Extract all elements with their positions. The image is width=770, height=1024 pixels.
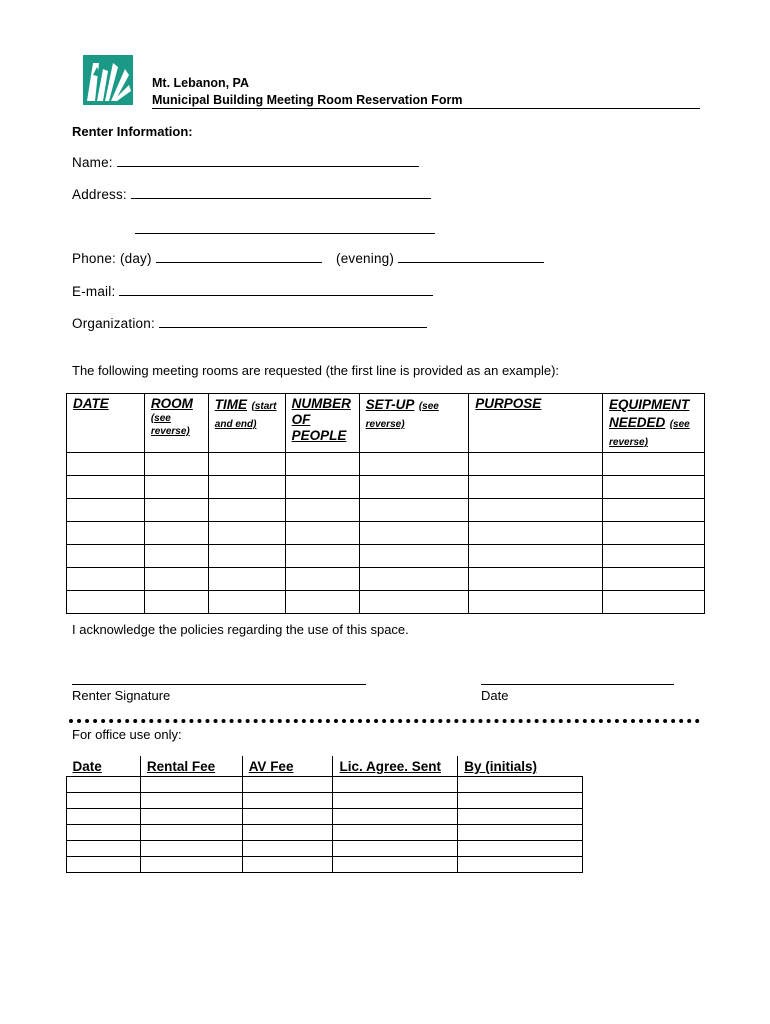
name-field-row	[72, 152, 419, 170]
office-col-initials: By (initials)	[464, 759, 537, 774]
office-col-av-fee: AV Fee	[242, 756, 333, 777]
municipality-logo	[83, 55, 133, 105]
renter-signature-label: Renter Signature	[72, 688, 171, 703]
table-row[interactable]	[67, 825, 583, 841]
address-field[interactable]	[131, 184, 431, 199]
table-row[interactable]	[67, 453, 705, 476]
phone-evening-field[interactable]	[398, 248, 544, 263]
date-signature-line[interactable]	[481, 684, 674, 685]
office-col-date: Date	[67, 756, 141, 777]
rooms-table	[66, 393, 705, 614]
name-field[interactable]	[117, 152, 419, 167]
address-label: Address:	[72, 187, 127, 202]
col-purpose: PURPOSE	[469, 394, 603, 453]
office-col-rental-fee: Rental Fee	[140, 756, 242, 777]
col-people: NUMBER OF PEOPLE	[285, 394, 359, 453]
organization-label: Organization:	[72, 316, 155, 331]
phone-evening-row	[336, 248, 544, 266]
col-setup: SET-UP (see reverse)	[359, 394, 469, 453]
table-row[interactable]	[67, 545, 705, 568]
address-field-line2[interactable]	[135, 233, 435, 234]
col-time: TIME (start and end)	[208, 394, 285, 453]
organization-field[interactable]	[159, 313, 427, 328]
table-row[interactable]	[67, 499, 705, 522]
rooms-intro: The following meeting rooms are requested (the first line is provided as an example):	[72, 363, 560, 378]
phone-day-label: Phone: (day)	[72, 251, 152, 266]
phone-day-field[interactable]	[156, 248, 322, 263]
dotted-divider	[69, 719, 700, 723]
acknowledge-text: I acknowledge the policies regarding the use of this space.	[72, 622, 409, 637]
date-label: Date	[481, 688, 509, 703]
table-row[interactable]	[67, 568, 705, 591]
address-field-row	[72, 184, 431, 202]
org-name: Mt. Lebanon, PA	[152, 76, 249, 90]
table-row[interactable]	[67, 809, 583, 825]
office-col-lic-agree: Lic. Agree. Sent	[333, 756, 458, 777]
table-row[interactable]	[67, 591, 705, 614]
email-label: E-mail:	[72, 284, 116, 299]
col-room: ROOM (see reverse)	[144, 394, 208, 453]
table-row[interactable]	[67, 777, 583, 793]
col-date: DATE	[67, 394, 145, 453]
office-header-row	[67, 756, 583, 777]
email-field-row	[72, 281, 433, 299]
organization-field-row	[72, 313, 427, 331]
table-row[interactable]	[67, 841, 583, 857]
name-label: Name:	[72, 155, 113, 170]
office-use-label: For office use only:	[72, 727, 182, 742]
office-table	[66, 756, 583, 873]
table-row[interactable]	[67, 857, 583, 873]
title-divider	[152, 108, 700, 109]
table-row[interactable]	[67, 522, 705, 545]
email-field[interactable]	[119, 281, 433, 296]
form-title: Municipal Building Meeting Room Reservation Form	[152, 93, 463, 107]
phone-field-row	[72, 248, 322, 266]
col-equipment: EQUIPMENT NEEDED (see reverse)	[603, 394, 705, 453]
renter-signature-line[interactable]	[72, 684, 366, 685]
table-row[interactable]	[67, 793, 583, 809]
table-row[interactable]	[67, 476, 705, 499]
rooms-header-row	[67, 394, 705, 453]
renter-section-label: Renter Information:	[72, 124, 193, 139]
phone-evening-label: (evening)	[336, 251, 395, 266]
